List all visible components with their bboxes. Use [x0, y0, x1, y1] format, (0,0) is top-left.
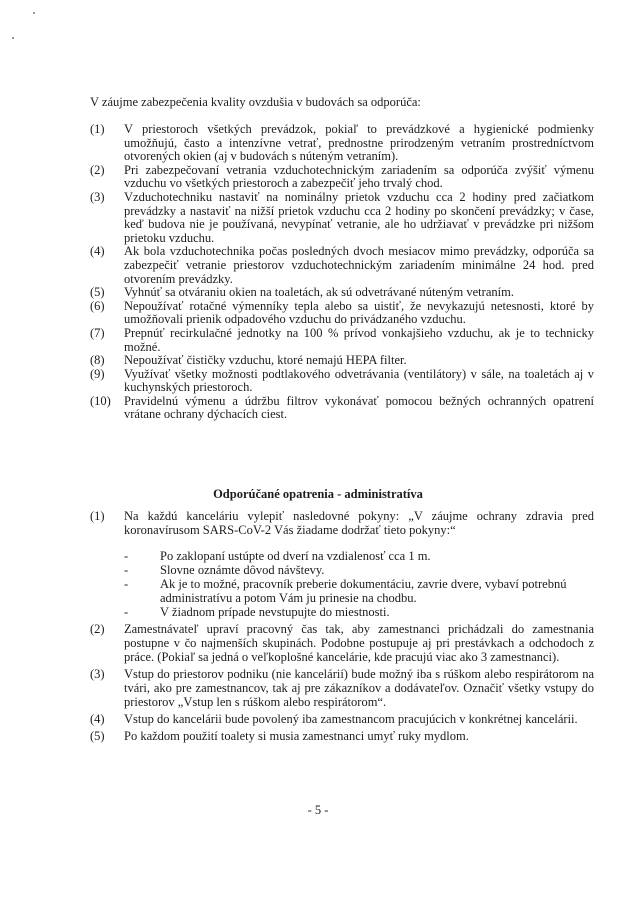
list-item: [0, 327, 636, 354]
scan-speck: [12, 37, 14, 39]
item-text: Na každú kanceláriu vylepiť nasledovné pokyny: „V záujme ochrany zdravia pred koronavírusom SARS-CoV-2 Vás žiadame dodržať tieto pokyny:“: [124, 509, 594, 537]
item-number: (1): [90, 122, 105, 136]
item-text: Pravidelnú výmenu a údržbu filtrov vykonávať pomocou bežných ochranných opatrení vrátane ochrany dýchacích ciest.: [124, 393, 594, 422]
list-item: [0, 622, 636, 664]
item-text: Slovne oznámte dôvod návštevy.: [160, 563, 325, 577]
item-text: Zamestnávateľ upraví pracovný čas tak, aby zamestnanci prichádzali do zamestnania postupne v čo najmenších skupinách. Podobne postupuje aj pri prestávkach a odchodoch z práce. (Pokiaľ sa jedná o veľkoplošné kancelárie, kde pracujú viac ako 3 zamestnanci).: [124, 622, 594, 664]
item-text: Ak je to možné, pracovník preberie dokumentáciu, zavrie dvere, vybaví potrebnú administratívu a potom Vám ju prinesie na chodbu.: [160, 577, 567, 605]
bullet-dash: -: [124, 605, 129, 619]
item-text: Pri zabezpečovaní vetrania vzduchotechnickým zariadením sa odporúča zvýšiť výmenu vzduchu vo všetkých priestoroch a zabezpečiť jeho trvalý chod.: [124, 162, 594, 191]
instructions-bullet-list: [0, 549, 636, 619]
item-number: (8): [90, 353, 105, 368]
item-number: (3): [90, 667, 105, 681]
item-text: Ak bola vzduchotechnika počas posledných dvoch mesiacov mimo prevádzky, odporúča sa zabezpečiť vetranie priestorov vzduchotechnickým zariadením minimálne 24 hod. pred otvorením prevádzky.: [124, 244, 594, 286]
list-item: [0, 300, 636, 327]
list-item: [0, 605, 636, 619]
intro-paragraph: V záujme zabezpečenia kvality ovzdušia v budovách sa odporúča:: [90, 95, 421, 109]
item-text: Vstup do kancelárii bude povolený iba zamestnancom pracujúcich v konkrétnej kancelárii.: [124, 712, 578, 726]
admin-measures-list: [0, 509, 636, 537]
item-number: (3): [90, 189, 105, 204]
item-number: (9): [90, 366, 105, 381]
item-number: (10): [90, 393, 111, 408]
list-item: [0, 509, 636, 537]
item-text: Nepoužívať rotačné výmenníky tepla alebo sa uistiť, že nevykazujú netesnosti, ktoré by umožňovali prienik odpadového vzduchu do privádzaného vzduchu.: [124, 298, 594, 327]
item-text: Využívať všetky možnosti podtlakového odvetrávania (ventilátory) v sále, na toaletách aj v kuchynských priestoroch.: [124, 366, 594, 395]
list-item: [0, 191, 636, 245]
list-item: [0, 286, 636, 300]
list-item: [0, 123, 636, 164]
scan-speck: [33, 12, 35, 14]
bullet-dash: -: [124, 577, 129, 591]
list-item: [0, 368, 636, 395]
bullet-dash: -: [124, 563, 129, 577]
bullet-dash: -: [124, 549, 129, 563]
item-text: Po zaklopaní ustúpte od dverí na vzdialenosť cca 1 m.: [160, 549, 431, 563]
page-number: - 5 -: [307, 803, 329, 817]
list-item: [0, 354, 636, 368]
item-text: Prepnúť recirkulačné jednotky na 100 % prívod vonkajšieho vzduchu, ak je to technicky možné.: [124, 325, 594, 354]
item-text: Nepoužívať čističky vzduchu, ktoré nemajú HEPA filter.: [124, 353, 407, 368]
list-item: [0, 712, 636, 726]
item-text: Po každom použití toalety si musia zamestnanci umyť ruky mydlom.: [124, 729, 469, 743]
item-number: (2): [90, 622, 105, 636]
item-text: V žiadnom prípade nevstupujte do miestnosti.: [160, 605, 390, 619]
item-number: (5): [90, 285, 105, 300]
list-item: [0, 729, 636, 743]
item-text: Vyhnúť sa otváraniu okien na toaletách, ak sú odvetrávané núteným vetraním.: [124, 285, 514, 300]
item-number: (2): [90, 162, 105, 177]
item-number: (5): [90, 729, 105, 743]
list-item: [0, 245, 636, 286]
list-item: [0, 549, 636, 563]
item-number: (4): [90, 244, 105, 259]
item-number: (4): [90, 712, 105, 726]
item-number: (7): [90, 325, 105, 340]
admin-measures-list-continued: [0, 622, 636, 743]
list-item: [0, 577, 636, 605]
list-item: [0, 164, 636, 191]
section-heading: Odporúčané opatrenia - administratíva: [213, 487, 423, 501]
item-text: Vstup do priestorov podniku (nie kancelárií) bude možný iba s rúškom alebo respirátorom na tvári, ako pre zamestnancov, tak aj pre zákazníkov a dodávateľov. Označiť všetky vstupy do priestorov „Vstup len s rúškom alebo respirátorom“.: [124, 667, 594, 709]
list-item: [0, 395, 636, 422]
item-text: Vzduchotechniku nastaviť na nominálny prietok vzduchu cca 2 hodiny pred začiatkom prevádzky a nastaviť na nižší prietok vzduchu cca 2 hodiny po skončení prevádzky; v čase, keď budova nie je používaná, nevypínať vetranie, ale ho udržiavať v prevádzke pri nižšom prietoku vzduchu.: [124, 189, 594, 245]
list-item: [0, 667, 636, 709]
list-item: [0, 563, 636, 577]
ventilation-recommendations-list: [0, 123, 636, 422]
item-text: V priestoroch všetkých prevádzok, pokiaľ to prevádzkové a hygienické podmienky umožňujú, často a intenzívne vetrať, prednostne prirodzeným vetraním prostredníctvom otvorených okien (aj v budovách s núteným vetraním).: [124, 122, 594, 164]
item-number: (1): [90, 509, 105, 523]
item-number: (6): [90, 298, 105, 313]
